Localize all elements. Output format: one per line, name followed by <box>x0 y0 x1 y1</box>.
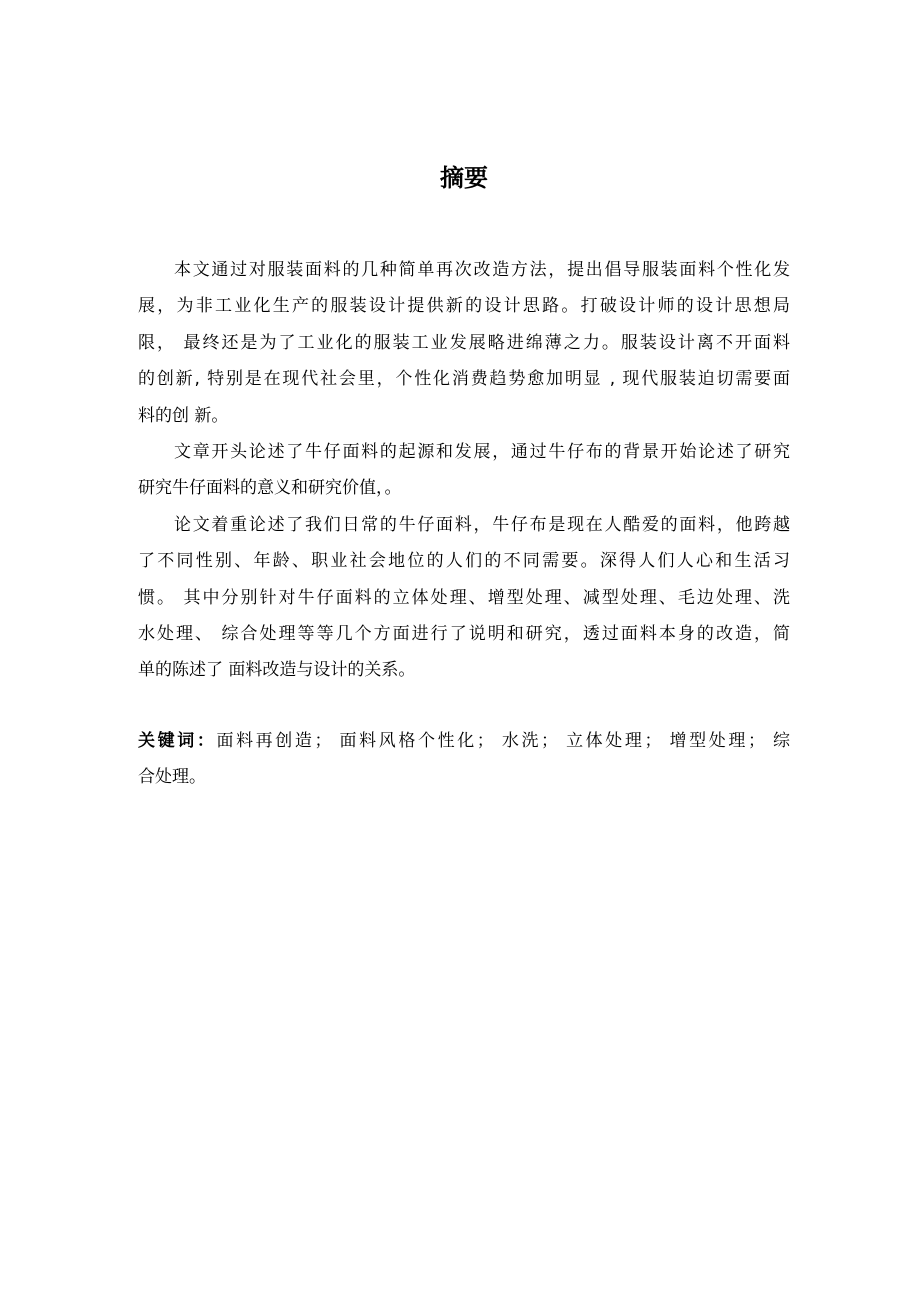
text-line: 论文着重论述了我们日常的牛仔面料，牛仔布是现在人酷爱的面料，他跨越 <box>174 514 790 535</box>
paragraph-1 <box>138 252 790 434</box>
paragraph-3 <box>138 507 790 689</box>
keywords-label: 关键词： <box>138 731 217 751</box>
text-line: 了不同性别、年龄、职业社会地位的人们的不同需要。深得人们人心和生活习 <box>138 551 790 572</box>
text-line: 惯。 其中分别针对牛仔面料的立体处理、增型处理、减型处理、毛边处理、洗 <box>138 587 790 608</box>
paragraph-2 <box>138 434 790 507</box>
text-line: 研究牛仔面料的意义和研究价值，。 <box>138 478 402 499</box>
text-line: 展，为非工业化生产的服装设计提供新的设计思路。打破设计师的设计思想局 <box>138 296 790 317</box>
text-line: 水处理、 综合处理等等几个方面进行了说明和研究，透过面料本身的改造，简 <box>138 624 790 645</box>
text-line: 料的创 新。 <box>138 405 229 426</box>
abstract-body <box>138 252 790 689</box>
abstract-title: 摘要 <box>440 164 488 192</box>
text-line: 文章开头论述了牛仔面料的起源和发展，通过牛仔布的背景开始论述了研究 <box>174 442 790 463</box>
keywords-line <box>138 723 790 759</box>
text-line: 单的陈述了 面料改造与设计的关系。 <box>138 660 416 681</box>
keywords-line-continued: 合处理。 <box>138 767 206 787</box>
keywords-list: 面料再创造； 面料风格个性化； 水洗； 立体处理； 增型处理； 综 <box>216 731 790 751</box>
keywords-block <box>138 723 790 795</box>
text-line: 限， 最终还是为了工业化的服装工业发展略进绵薄之力。服装设计离不开面料 <box>138 332 790 353</box>
text-line: 的创新, 特别是在现代社会里，个性化消费趋势愈加明显 , 现代服装迫切需要面 <box>138 369 790 390</box>
text-line: 本文通过对服装面料的几种简单再次改造方法，提出倡导服装面料个性化发 <box>174 260 790 280</box>
